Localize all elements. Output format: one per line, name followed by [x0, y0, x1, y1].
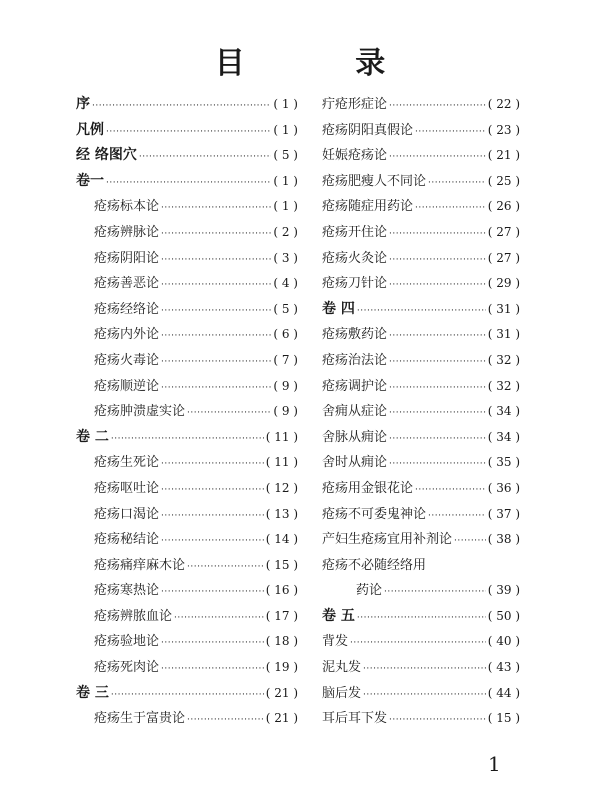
toc-entry: [76, 553, 298, 579]
toc-entry: [322, 322, 520, 348]
toc-entry-page: ( 50 ): [487, 608, 520, 623]
toc-entry-page: ( 1 ): [273, 199, 298, 214]
toc-leader-dots: [363, 657, 486, 683]
toc-entry-title: 疮疡寒热论: [94, 583, 160, 599]
toc-leader-dots: [415, 478, 486, 504]
toc-entry-title: 疮疡治法论: [322, 352, 388, 368]
toc-entry-title: 产妇生疮疡宜用补剂论: [322, 532, 453, 548]
toc-entry-title: 妊娠疮疡论: [322, 148, 388, 164]
toc-entry-page: ( 1 ): [273, 173, 298, 188]
toc-entry-page: ( 37 ): [487, 506, 520, 521]
toc-leader-dots: [187, 708, 264, 734]
toc-entry-page: ( 25 ): [487, 173, 520, 188]
toc-entry-page: ( 12 ): [265, 480, 298, 495]
toc-entry-title: 疮疡肿溃虚实论: [94, 404, 186, 420]
toc-leader-dots: [161, 631, 264, 657]
toc-leader-dots: [389, 248, 486, 274]
toc-entry-page: ( 19 ): [265, 660, 298, 675]
toc-leader-dots: [389, 401, 486, 427]
toc-entry-title: 疮疡死肉论: [94, 660, 160, 676]
toc-entry: [322, 604, 520, 630]
toc-leader-dots: [187, 401, 271, 427]
toc-leader-dots: [454, 529, 486, 555]
toc-entry-title: 疮疡经络论: [94, 301, 160, 317]
toc-entry: [322, 399, 520, 425]
toc-leader-dots: [389, 94, 486, 120]
toc-leader-dots: [161, 478, 264, 504]
toc-entry-title: 舍脉从痈论: [322, 429, 388, 445]
toc-entry: [322, 450, 520, 476]
toc-entry-title: 卷 三: [76, 684, 109, 701]
toc-leader-dots: [161, 504, 264, 530]
toc-entry: [76, 348, 298, 374]
toc-entry-page: ( 44 ): [487, 685, 520, 700]
toc-entry-title: 序: [76, 96, 90, 112]
toc-leader-dots: [415, 120, 486, 146]
toc-entry-page: ( 39 ): [487, 583, 520, 598]
toc-entry-page: ( 1 ): [273, 122, 298, 137]
toc-entry-page: ( 31 ): [487, 327, 520, 342]
toc-entry-title: 疮疡辨脉论: [94, 224, 160, 240]
toc-entry-page: ( 21 ): [265, 711, 298, 726]
toc-leader-dots: [161, 299, 271, 325]
toc-entry-page: ( 38 ): [487, 532, 520, 547]
toc-leader-dots: [106, 171, 271, 197]
toc-left-column: [76, 92, 298, 732]
toc-entry: [76, 706, 298, 732]
toc-entry: [322, 425, 520, 451]
toc-entry-page: ( 15 ): [265, 557, 298, 572]
toc-entry-page: ( 7 ): [273, 352, 298, 367]
toc-entry: [76, 194, 298, 220]
toc-leader-dots: [106, 120, 271, 146]
toc-entry: [76, 502, 298, 528]
toc-leader-dots: [161, 350, 271, 376]
toc-entry-page: ( 4 ): [273, 276, 298, 291]
toc-leader-dots: [389, 427, 486, 453]
toc-entry: [76, 476, 298, 502]
toc-entry-page: ( 22 ): [487, 97, 520, 111]
toc-entry: [322, 348, 520, 374]
toc-leader-dots: [161, 452, 264, 478]
toc-leader-dots: [161, 273, 271, 299]
toc-entry-page: ( 9 ): [273, 404, 298, 419]
toc-entry: [322, 476, 520, 502]
toc-entry-page: ( 43 ): [487, 660, 520, 675]
toc-entry: [322, 374, 520, 400]
toc-leader-dots: [389, 376, 486, 402]
toc-entry: [322, 118, 520, 144]
toc-entry: [76, 578, 298, 604]
page-number: 1: [488, 752, 501, 776]
toc-entry-page: ( 23 ): [487, 122, 520, 137]
toc-entry-title: 舍时从痈论: [322, 455, 388, 471]
toc-entry: [76, 143, 298, 169]
toc-entry-title: 疮疡用金银花论: [322, 480, 414, 496]
toc-leader-dots: [92, 94, 271, 120]
toc-leader-dots: [161, 376, 271, 402]
toc-entry-title: 疮疡不可委鬼神论: [322, 506, 427, 522]
toc-entry-page: ( 1 ): [273, 97, 298, 111]
toc-leader-dots: [389, 145, 486, 171]
toc-entry-title: 脑后发: [322, 685, 362, 701]
toc-leader-dots: [389, 708, 486, 734]
toc-entry: [322, 527, 520, 553]
toc-entry-page: ( 15 ): [487, 711, 520, 726]
toc-entry-title: 疮疡开住论: [322, 224, 388, 240]
toc-entry: [76, 92, 298, 118]
toc-entry-title: 疮疡呕吐论: [94, 480, 160, 496]
toc-leader-dots: [357, 606, 486, 632]
toc-entry-title: 卷 二: [76, 428, 109, 445]
toc-leader-dots: [389, 324, 486, 350]
toc-entry-page: ( 11 ): [265, 455, 298, 470]
toc-entry-page: ( 5 ): [273, 301, 298, 316]
toc-entry-title: 疮疡生于富贵论: [94, 711, 186, 727]
toc-leader-dots: [161, 196, 271, 222]
toc-entry-page: ( 21 ): [487, 148, 520, 163]
toc-entry-title: 疮疡辨脓血论: [94, 608, 173, 624]
toc-entry-page: ( 14 ): [265, 532, 298, 547]
toc-entry: [76, 246, 298, 272]
toc-entry: [322, 553, 520, 579]
toc-entry-title: 背发: [322, 634, 349, 650]
toc-leader-dots: [389, 273, 486, 299]
toc-entry-title: 卷一: [76, 172, 104, 189]
toc-entry: [76, 322, 298, 348]
toc-entry-title: 药论: [356, 583, 383, 599]
toc-entry-title: 疮疡内外论: [94, 327, 160, 343]
toc-leader-dots: [161, 248, 271, 274]
toc-entry-title: 经 络图穴: [76, 147, 137, 164]
toc-entry-page: ( 21 ): [265, 685, 298, 700]
toc-entry: [322, 271, 520, 297]
toc-entry-title: 疮疡验地论: [94, 634, 160, 650]
toc-entry: [76, 220, 298, 246]
toc-entry-page: ( 3 ): [273, 250, 298, 265]
toc-entry-title: 卷 五: [322, 607, 355, 624]
toc-leader-dots: [384, 580, 486, 606]
page-title: 目 录: [214, 46, 436, 81]
toc-entry: [322, 220, 520, 246]
toc-entry-page: ( 18 ): [265, 634, 298, 649]
toc-entry-page: ( 13 ): [265, 506, 298, 521]
toc-entry-title: 疮疡调护论: [322, 378, 388, 394]
toc-entry-page: ( 27 ): [487, 250, 520, 265]
toc-entry-page: ( 36 ): [487, 480, 520, 495]
toc-leader-dots: [161, 657, 264, 683]
toc-entry: [322, 681, 520, 707]
toc-entry-title: 疮疡随症用药论: [322, 199, 414, 215]
toc-entry-title: 凡例: [76, 121, 104, 138]
toc-entry-title: 耳后耳下发: [322, 711, 388, 727]
toc-entry-title: 舍痈从症论: [322, 404, 388, 420]
toc-entry-page: ( 35 ): [487, 455, 520, 470]
toc-leader-dots: [389, 222, 486, 248]
toc-entry-title: 卷 四: [322, 300, 355, 317]
toc-entry-title: 疮疡痛痒麻木论: [94, 557, 186, 573]
toc-entry-title: 泥丸发: [322, 660, 362, 676]
toc-entry-title: 疮疡善恶论: [94, 276, 160, 292]
toc-leader-dots: [161, 580, 264, 606]
toc-entry-title: 疮疡火灸论: [322, 250, 388, 266]
toc-entry: [76, 271, 298, 297]
toc-entry-title: 疮疡标本论: [94, 199, 160, 215]
toc-entry: [76, 655, 298, 681]
toc-entry: [322, 629, 520, 655]
toc-entry: [322, 246, 520, 272]
toc-entry-page: ( 9 ): [273, 378, 298, 393]
toc-leader-dots: [161, 324, 271, 350]
toc-right-column: [322, 92, 520, 732]
toc-entry: [322, 297, 520, 323]
toc-leader-dots: [363, 683, 486, 709]
toc-leader-dots: [428, 171, 486, 197]
toc-entry-title: 疮疡生死论: [94, 455, 160, 471]
toc-leader-dots: [357, 299, 486, 325]
toc-entry: [322, 194, 520, 220]
toc-entry-title: 疮疡口渴论: [94, 506, 160, 522]
toc-entry-page: ( 2 ): [273, 224, 298, 239]
toc-entry: [322, 706, 520, 732]
toc-entry-page: ( 32 ): [487, 352, 520, 367]
toc-entry: [322, 92, 520, 118]
toc-leader-dots: [139, 145, 271, 171]
toc-leader-dots: [111, 683, 264, 709]
toc-entry: [76, 681, 298, 707]
toc-entry-title: 疮疡阴阳真假论: [322, 122, 414, 138]
toc-entry-page: ( 29 ): [487, 276, 520, 291]
toc-leader-dots: [187, 555, 264, 581]
toc-entry-title: 疔疮形症论: [322, 97, 388, 112]
toc-entry-page: ( 16 ): [265, 583, 298, 598]
toc-entry: [76, 629, 298, 655]
toc-entry: [76, 169, 298, 195]
toc-entry-page: ( 6 ): [273, 327, 298, 342]
toc-leader-dots: [389, 452, 486, 478]
toc-entry-page: ( 31 ): [487, 301, 520, 316]
toc-entry: [322, 502, 520, 528]
toc-leader-dots: [415, 196, 486, 222]
toc-entry-title: 疮疡顺逆论: [94, 378, 160, 394]
toc-leader-dots: [161, 529, 264, 555]
toc-entry: [76, 450, 298, 476]
toc-leader-dots: [428, 504, 486, 530]
toc-entry-title: 疮疡肥瘦人不同论: [322, 173, 427, 189]
toc-leader-dots: [161, 222, 271, 248]
toc-leader-dots: [350, 631, 486, 657]
toc-entry: [76, 399, 298, 425]
toc-entry: [76, 425, 298, 451]
toc-entry-page: ( 5 ): [273, 148, 298, 163]
toc-entry-title: 疮疡阴阳论: [94, 250, 160, 266]
toc-entry-title: 疮疡火毒论: [94, 352, 160, 368]
toc-entry-page: ( 32 ): [487, 378, 520, 393]
toc-entry: [322, 143, 520, 169]
toc-entry-title: 疮疡不必随经络用: [322, 557, 427, 573]
toc-entry-page: ( 17 ): [265, 608, 298, 623]
toc-entry-page: ( 34 ): [487, 404, 520, 419]
toc-entry: [322, 655, 520, 681]
toc-entry: [76, 604, 298, 630]
toc-leader-dots: [174, 606, 264, 632]
toc-entry-page: ( 34 ): [487, 429, 520, 444]
toc-entry: [76, 527, 298, 553]
toc-entry-page: ( 40 ): [487, 634, 520, 649]
toc-entry-title: 疮疡刀针论: [322, 276, 388, 292]
toc-entry: [76, 374, 298, 400]
toc-entry-page: ( 27 ): [487, 224, 520, 239]
toc-entry-page: ( 26 ): [487, 199, 520, 214]
toc-entry: [76, 118, 298, 144]
toc-entry: [322, 578, 520, 604]
toc-entry-page: ( 11 ): [265, 429, 298, 444]
toc-entry-title: 疮疡敷药论: [322, 327, 388, 343]
toc-leader-dots: [389, 350, 486, 376]
toc-entry: [76, 297, 298, 323]
toc-entry-title: 疮疡秘结论: [94, 532, 160, 548]
toc-leader-dots: [111, 427, 264, 453]
toc-entry: [322, 169, 520, 195]
